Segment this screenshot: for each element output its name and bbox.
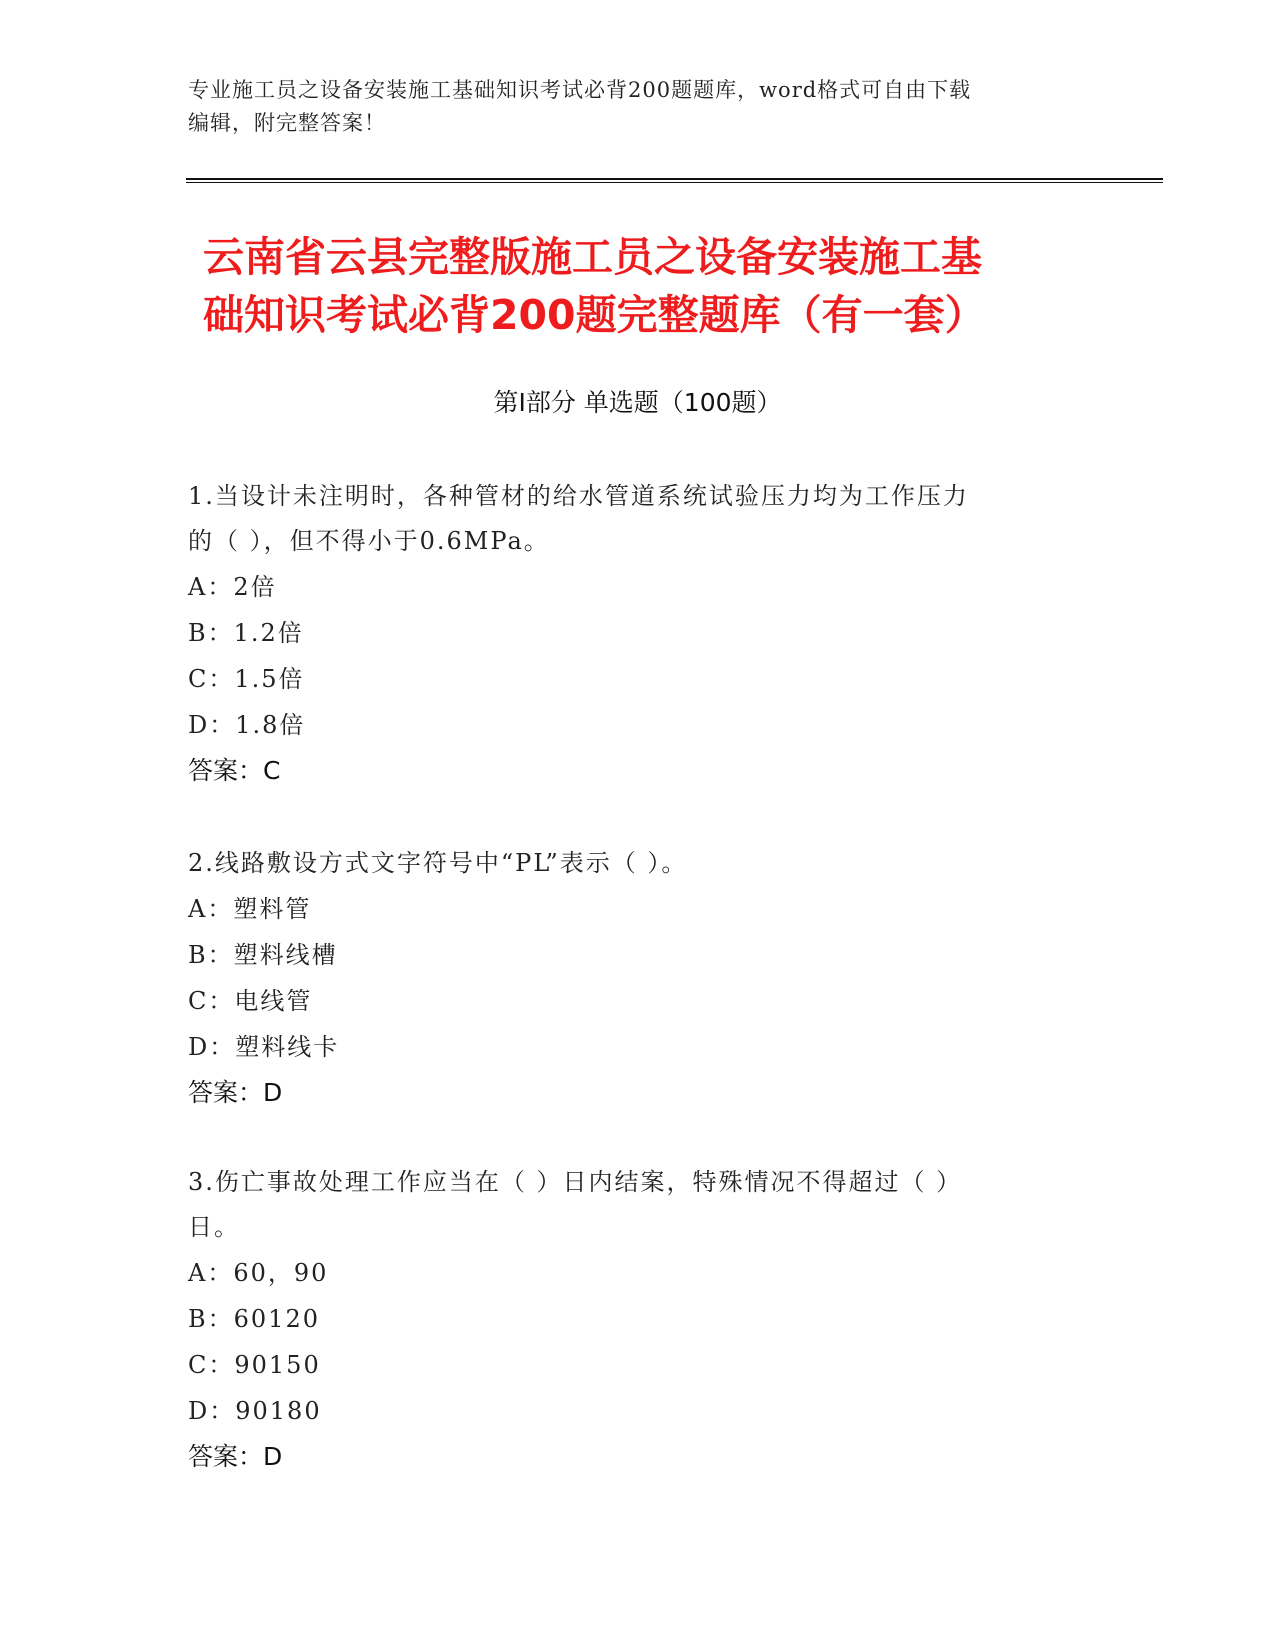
- option-d: D：1.8倍: [188, 711, 306, 739]
- question-stem-line-1: 2.线路敷设方式文字符号中“PL”表示（ ）。: [188, 849, 688, 877]
- option-a: A：60，90: [188, 1259, 329, 1287]
- question-stem-line-1: 3.伤亡事故处理工作应当在（ ）日内结案，特殊情况不得超过（ ）: [188, 1168, 963, 1196]
- option-c: C：90150: [188, 1351, 321, 1379]
- question-stem-line-2: 日。: [188, 1213, 240, 1241]
- question-stem-line-1: 1.当设计未注明时，各种管材的给水管道系统试验压力均为工作压力: [188, 482, 969, 510]
- question-1: [188, 474, 1068, 794]
- question-stem: [188, 841, 1068, 886]
- answer: 答案：C: [188, 756, 281, 785]
- document-title: [203, 228, 1103, 344]
- option-b: B：60120: [188, 1305, 320, 1333]
- option-a: A：2倍: [188, 573, 277, 601]
- document-title-line-1: 云南省云县完整版施工员之设备安装施工基: [203, 233, 982, 281]
- option-d: D：90180: [188, 1397, 322, 1425]
- section-title: 第Ⅰ部分 单选题（100题）: [493, 388, 782, 417]
- question-2: [188, 841, 1068, 1116]
- option-c: C：电线管: [188, 987, 313, 1015]
- option-b: B：1.2倍: [188, 619, 304, 647]
- option-c: C：1.5倍: [188, 665, 305, 693]
- question-stem-line-2: 的（ ），但不得小于0.6MPa。: [188, 527, 550, 555]
- header-note: [188, 74, 1088, 140]
- question-stem: [188, 474, 1068, 564]
- header-note-line-1: 专业施工员之设备安装施工基础知识考试必背200题题库，word格式可自由下载: [188, 78, 972, 102]
- answer: 答案：D: [188, 1078, 283, 1107]
- answer: 答案：D: [188, 1442, 283, 1471]
- document-title-line-2: 础知识考试必背200题完整题库（有一套）: [203, 291, 986, 339]
- option-a: A：塑料管: [188, 895, 312, 923]
- header-divider-thin: [186, 182, 1163, 183]
- option-d: D：塑料线卡: [188, 1033, 340, 1061]
- header-note-line-2: 编辑，附完整答案！: [188, 111, 386, 135]
- question-3: [188, 1160, 1068, 1480]
- header-divider-thick: [186, 178, 1163, 180]
- option-b: B：塑料线槽: [188, 941, 338, 969]
- question-stem: [188, 1160, 1068, 1250]
